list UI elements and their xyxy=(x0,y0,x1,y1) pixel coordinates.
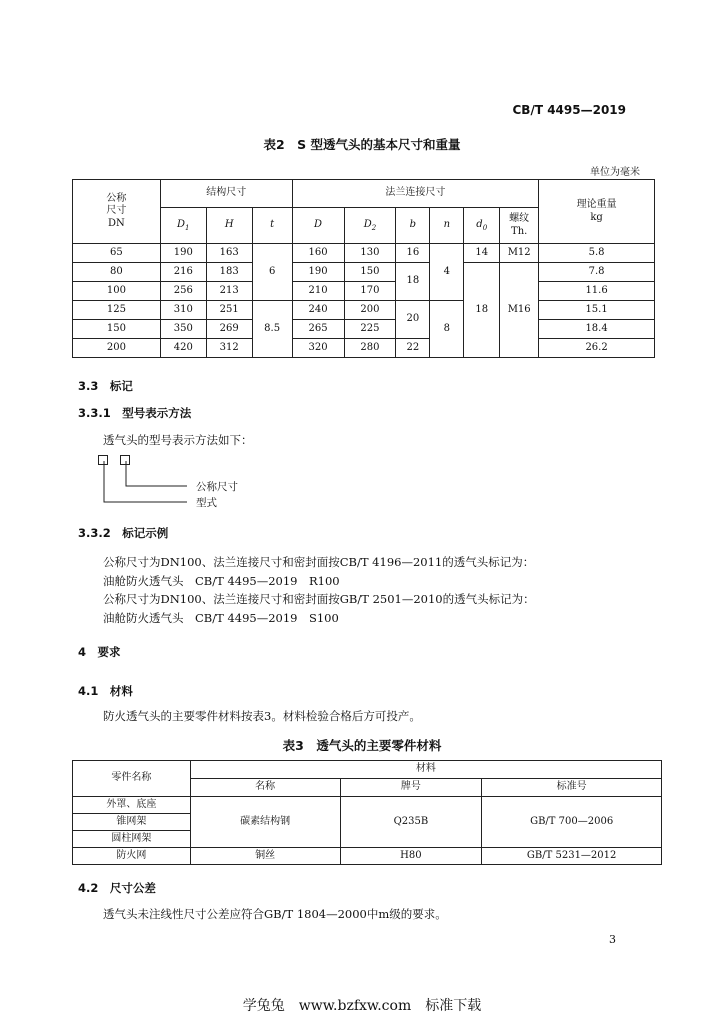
label-type: 型式 xyxy=(196,497,217,509)
col-d1: $D_1$ xyxy=(160,208,206,244)
heading-4: 4 要求 xyxy=(78,645,121,659)
example-line: 油舱防火透气头 CB/T 4495—2019 S100 xyxy=(103,610,339,625)
group-material: 材料 xyxy=(190,761,661,779)
table3-caption: 表3 透气头的主要零件材料 xyxy=(282,738,442,753)
table-row: 圆柱网架 xyxy=(73,831,662,848)
table-row: 150 350 269 265 225 18.4 xyxy=(73,320,655,339)
group-structure: 结构尺寸 xyxy=(160,180,292,208)
col-d: D xyxy=(292,208,344,244)
col-b: b xyxy=(396,208,430,244)
table2 xyxy=(72,179,655,358)
page-number: 3 xyxy=(609,933,616,946)
col-t: t xyxy=(252,208,292,244)
marking-examples xyxy=(103,553,535,627)
col-weight: 理论重量 kg xyxy=(539,180,655,244)
col-n: n xyxy=(430,208,464,244)
col-d2: $D_2$ xyxy=(344,208,396,244)
model-notation-lines xyxy=(90,458,190,510)
example-line: 公称尺寸为DN100、法兰连接尺寸和密封面按GB/T 2501—2010的透气头标记为： xyxy=(103,592,535,606)
col-h: H xyxy=(206,208,252,244)
group-flange: 法兰连接尺寸 xyxy=(292,180,539,208)
col-grade: 牌号 xyxy=(340,779,482,797)
table3 xyxy=(72,760,662,865)
col-standard: 标准号 xyxy=(482,779,662,797)
heading-3-3-2: 3.3.2 标记示例 xyxy=(78,526,169,540)
col-material-name: 名称 xyxy=(190,779,340,797)
tolerance-text: 透气头未注线性尺寸公差应符合GB/T 1804—2000中m级的要求。 xyxy=(103,907,447,921)
heading-3-3: 3.3 标记 xyxy=(78,379,133,393)
col-part-name: 零件名称 xyxy=(73,761,191,797)
heading-3-3-1: 3.3.1 型号表示方法 xyxy=(78,406,192,420)
model-intro: 透气头的型号表示方法如下： xyxy=(103,433,253,447)
table-row: 锥网架 xyxy=(73,814,662,831)
example-line: 公称尺寸为DN100、法兰连接尺寸和密封面按CB/T 4196—2011的透气头标记为： xyxy=(103,555,535,569)
table2-caption: 表2 S 型透气头的基本尺寸和重量 xyxy=(263,137,461,152)
example-line: 油舱防火透气头 CB/T 4495—2019 R100 xyxy=(103,573,340,588)
table2-unit-note: 单位为毫米 xyxy=(590,167,640,178)
table-row: 防火网 铜丝 H80 GB/T 5231—2012 xyxy=(73,848,662,865)
label-nominal-size: 公称尺寸 xyxy=(196,481,238,493)
materials-text: 防火透气头的主要零件材料按表3。材料检验合格后方可投产。 xyxy=(103,709,421,723)
table-row: 65 190 163 6 160 130 16 4 14 M12 5.8 xyxy=(73,244,655,263)
table-row: 80 216 183 190 150 18 18 M16 7.8 xyxy=(73,263,655,282)
table-row: 外罩、底座 碳素结构钢 Q235B GB/T 700—2006 xyxy=(73,797,662,814)
table-row: 125 310 251 8.5 240 200 20 8 15.1 xyxy=(73,301,655,320)
table-row: 200 420 312 320 280 22 26.2 xyxy=(73,339,655,358)
heading-4-1: 4.1 材料 xyxy=(78,684,133,698)
col-d0: $d_0$ xyxy=(464,208,500,244)
heading-4-2: 4.2 尺寸公差 xyxy=(78,881,156,895)
footer-watermark: 学兔兔 www.bzfxw.com 标准下载 xyxy=(242,998,482,1014)
standard-number: CB/T 4495—2019 xyxy=(512,103,626,117)
table-row: 100 256 213 210 170 11.6 xyxy=(73,282,655,301)
col-nominal-size: 公称 尺寸 DN xyxy=(73,180,161,244)
col-thread: 螺纹 Th. xyxy=(500,208,539,244)
